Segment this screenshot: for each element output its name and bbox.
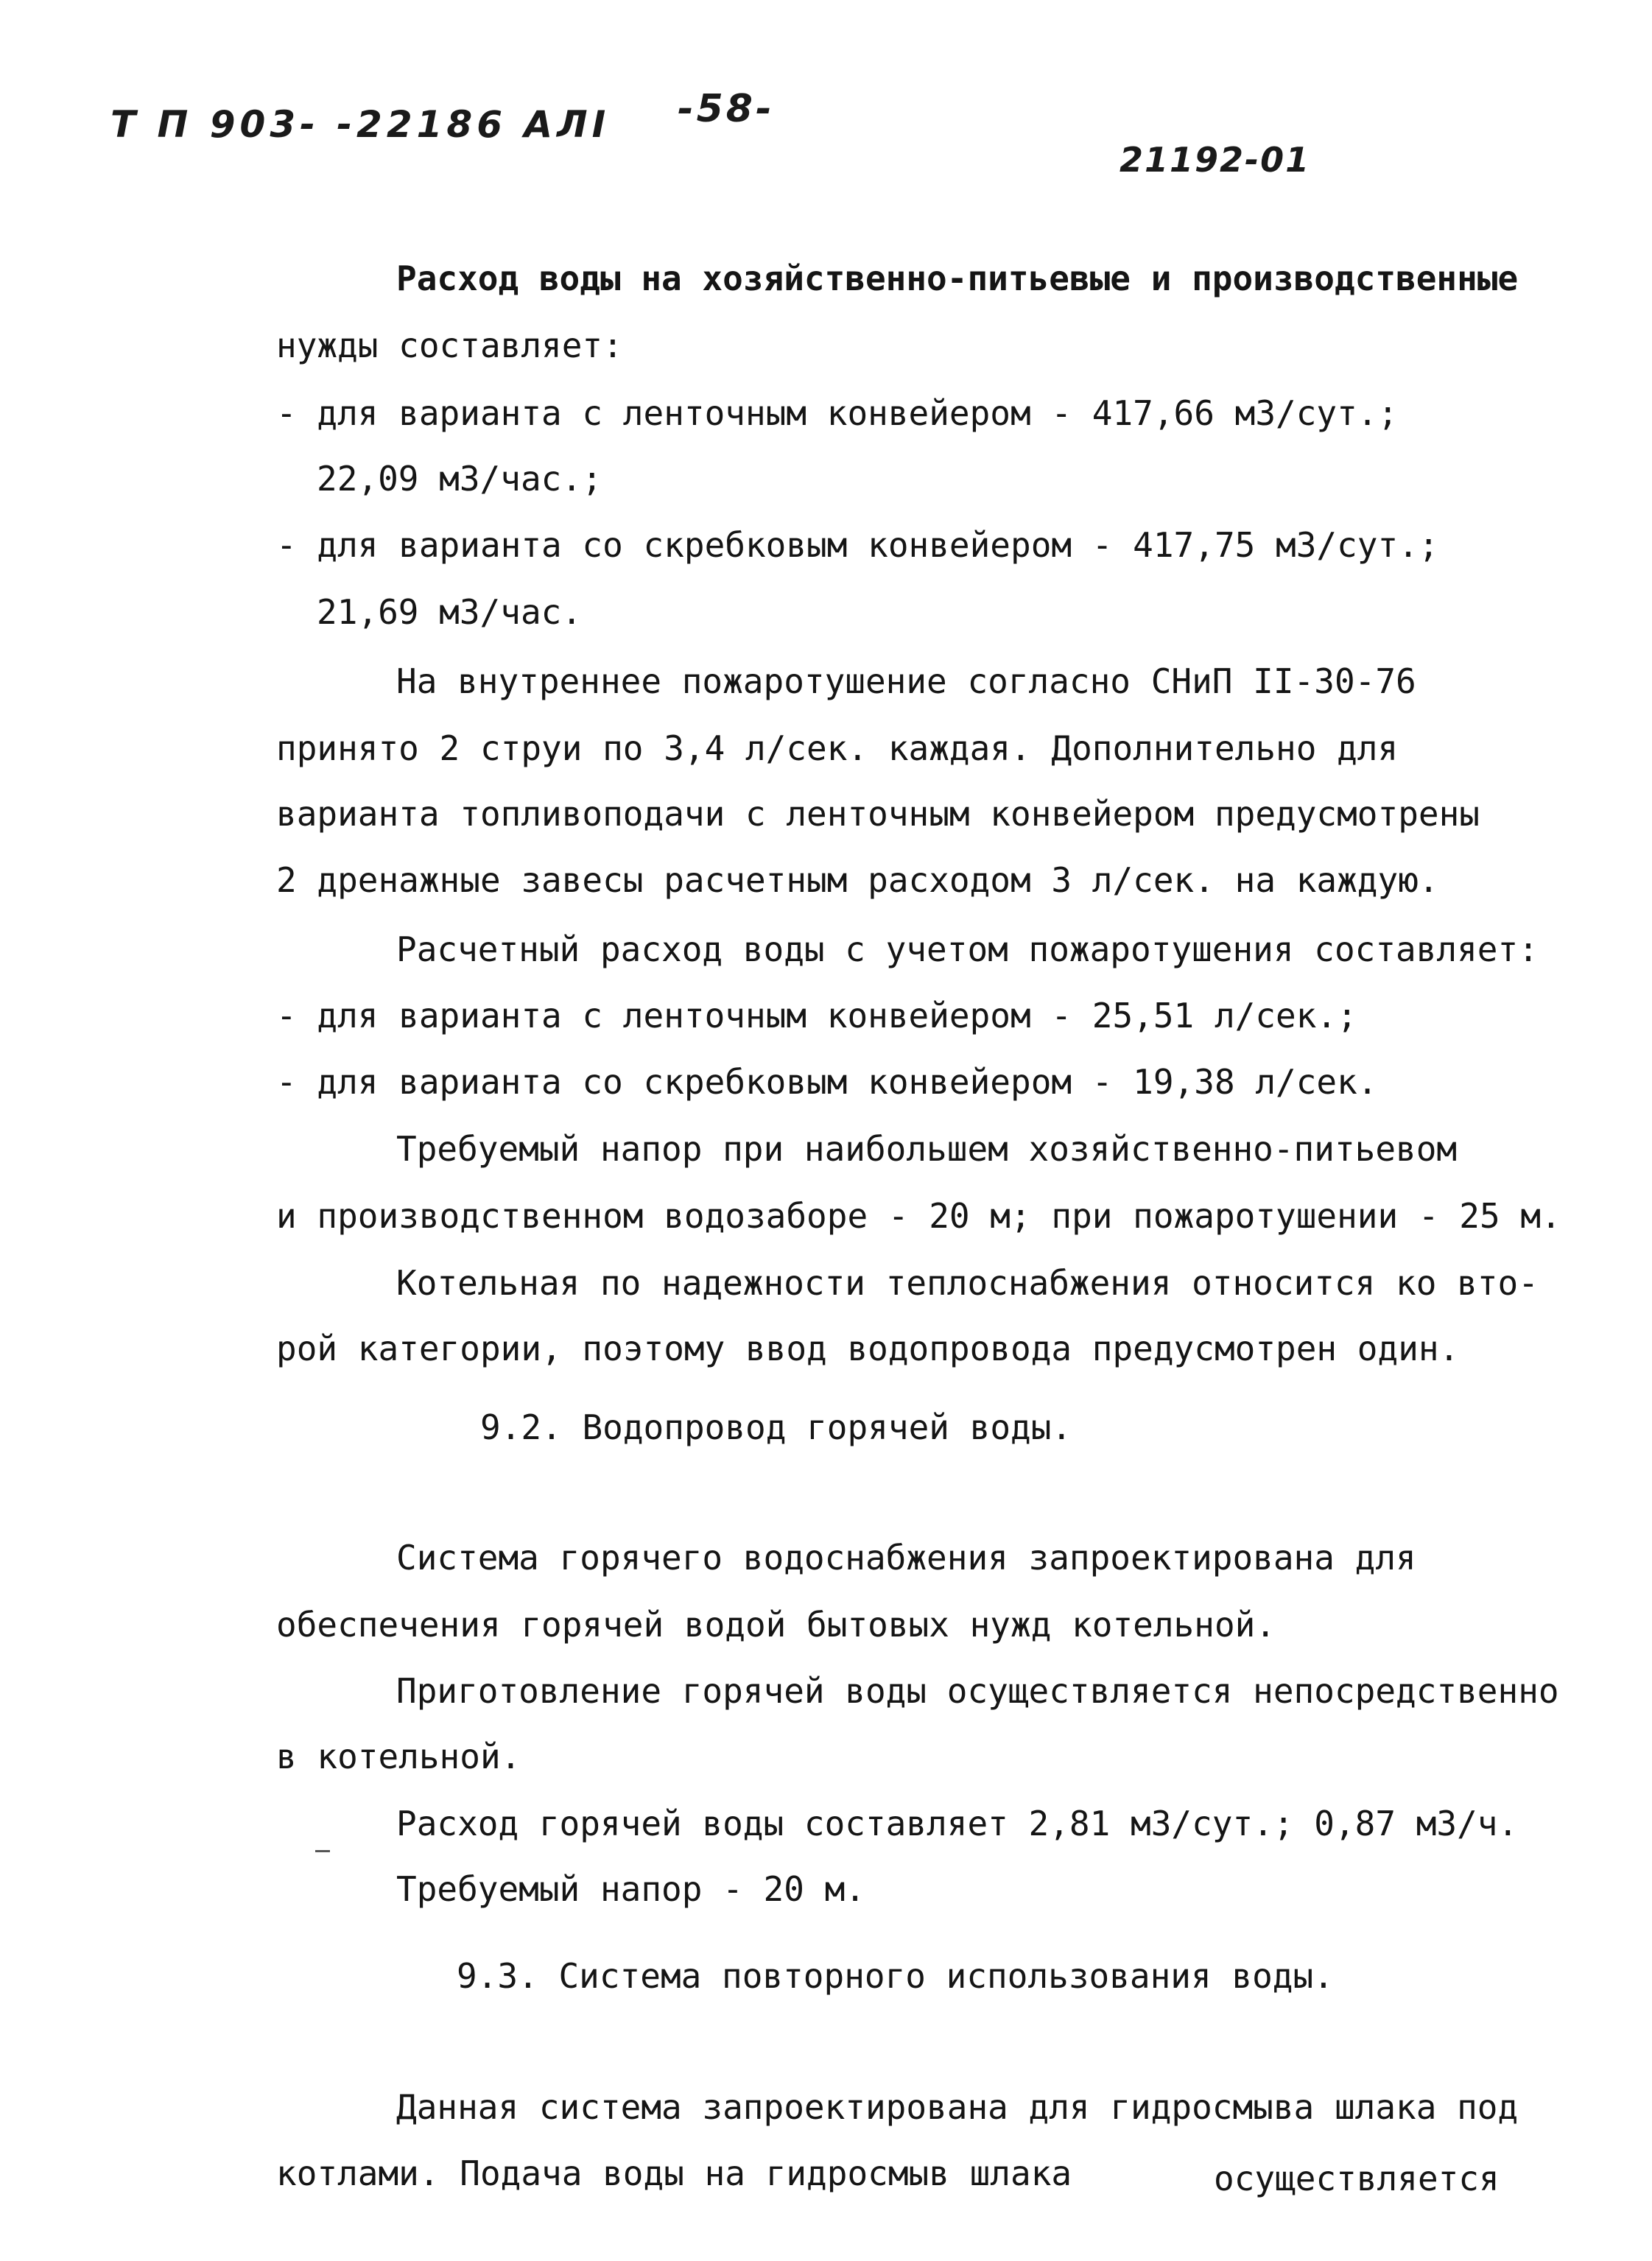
paragraph-line: в котельной. xyxy=(276,1737,521,1776)
paragraph-line: Система горячего водоснабжения запроектирована для xyxy=(396,1538,1416,1578)
margin-mark xyxy=(315,1850,330,1852)
page-number: -58- xyxy=(678,87,775,131)
paragraph-line: Расход воды на хозяйственно-питьевые и производственные xyxy=(396,259,1519,298)
paragraph-line-end: осуществляется xyxy=(1214,2159,1500,2198)
paragraph-line: варианта топливоподачи с ленточным конвейером предусмотрены xyxy=(276,794,1480,834)
section-heading-9-3: 9.3. Система повторного использования воды. xyxy=(457,1956,1334,1996)
section-heading-9-2: 9.2. Водопровод горячей воды. xyxy=(480,1407,1072,1447)
list-item: - для варианта с ленточным конвейером - 417,66 м3/сут.; xyxy=(276,393,1399,433)
list-item-continuation: 22,09 м3/час.; xyxy=(317,459,602,499)
list-item: - для варианта со скребковым конвейером - 417,75 м3/сут.; xyxy=(276,525,1439,565)
paragraph-line: обеспечения горячей водой бытовых нужд котельной. xyxy=(276,1605,1276,1645)
archive-number: 21192-01 xyxy=(1120,140,1311,180)
paragraph-line: Требуемый напор при наибольшем хозяйственно-питьевом xyxy=(396,1129,1458,1169)
paragraph-line: Котельная по надежности теплоснабжения относится ко вто- xyxy=(396,1263,1539,1303)
paragraph-line: Приготовление горячей воды осуществляется непосредственно xyxy=(396,1671,1559,1711)
list-item-continuation: 21,69 м3/час. xyxy=(317,592,583,632)
paragraph-line: и производственном водозаборе - 20 м; при пожаротушении - 25 м. xyxy=(276,1196,1561,1236)
paragraph-line: На внутреннее пожаротушение согласно СНиП II-30-76 xyxy=(396,661,1416,701)
paragraph-line: Расход горячей воды составляет 2,81 м3/сут.; 0,87 м3/ч. xyxy=(396,1804,1519,1843)
document-code: Т П 903- -22186 АЛI xyxy=(110,103,611,146)
paragraph-line: Требуемый напор - 20 м. xyxy=(396,1869,865,1909)
paragraph-line: Расчетный расход воды с учетом пожаротушения составляет: xyxy=(396,929,1539,969)
list-item: - для варианта со скребковым конвейером - 19,38 л/сек. xyxy=(276,1062,1378,1102)
list-item: - для варианта с ленточным конвейером - 25,51 л/сек.; xyxy=(276,996,1357,1035)
paragraph-line: нужды составляет: xyxy=(276,326,623,365)
paragraph-line: котлами. Подача воды на гидросмыв шлака xyxy=(276,2153,1072,2193)
paragraph-line: рой категории, поэтому ввод водопровода предусмотрен один. xyxy=(276,1329,1460,1368)
paragraph-line: принято 2 струи по 3,4 л/сек. каждая. Дополнительно для xyxy=(276,728,1399,768)
paragraph-line: 2 дренажные завесы расчетным расходом 3 л/сек. на каждую. xyxy=(276,860,1439,900)
paragraph-line: Данная система запроектирована для гидросмыва шлака под xyxy=(396,2087,1519,2127)
